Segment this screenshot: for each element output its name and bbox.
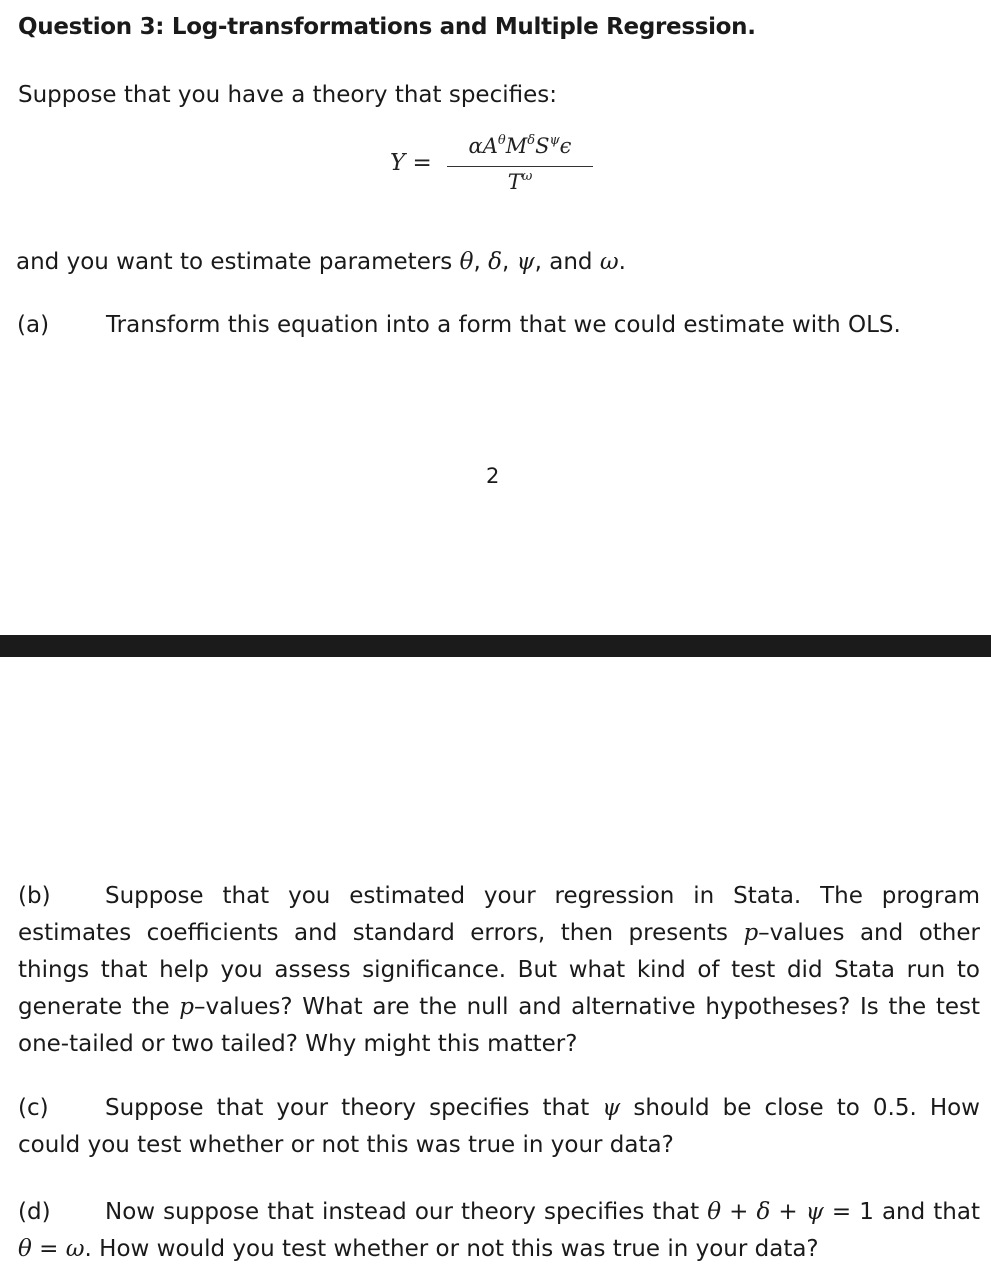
- part-a-text: Transform this equation into a form that we could estimate with OLS.: [106, 312, 901, 338]
- question-title: Question 3: Log-transformations and Multiple Regression.: [18, 14, 756, 40]
- equation-numerator: $\alpha A^\theta M^\delta S^\psi\epsilon$: [468, 133, 572, 158]
- part-c-label: (c): [18, 1095, 49, 1121]
- part-b-label: (b): [18, 883, 51, 909]
- parameters-text: and you want to estimate parameters θ, δ, ψ, and ω.: [16, 249, 626, 275]
- page-separator: [0, 635, 991, 657]
- part-c-paragraph: (c) Suppose that your theory specifies that ψ should be close to 0.5. How could you test whether or not this was true in your data?: [18, 1090, 980, 1164]
- page-number: 2: [486, 464, 500, 488]
- model-equation: [390, 130, 610, 210]
- fraction-bar: [447, 166, 593, 167]
- intro-text: Suppose that you have a theory that specifies:: [18, 82, 557, 108]
- part-a-label: (a): [17, 312, 50, 338]
- equation-lhs: Y =: [390, 150, 432, 176]
- part-d-label: (d): [18, 1199, 51, 1225]
- equation-denominator: $T^\omega$: [507, 169, 533, 194]
- part-d-paragraph: (d) Now suppose that instead our theory specifies that θ + δ + ψ = 1 and that θ = ω. How would you test whether or not this was true in your data?: [18, 1194, 980, 1268]
- part-b-paragraph: (b) Suppose that you estimated your regression in Stata. The program estimates coefficients and standard errors, then presents p–values and other things that help you assess significance. But what kind of test did Stata run to generate the p–values? What are the null and alternative hypotheses? Is the test one-tailed or two tailed? Why might this matter?: [18, 878, 980, 1063]
